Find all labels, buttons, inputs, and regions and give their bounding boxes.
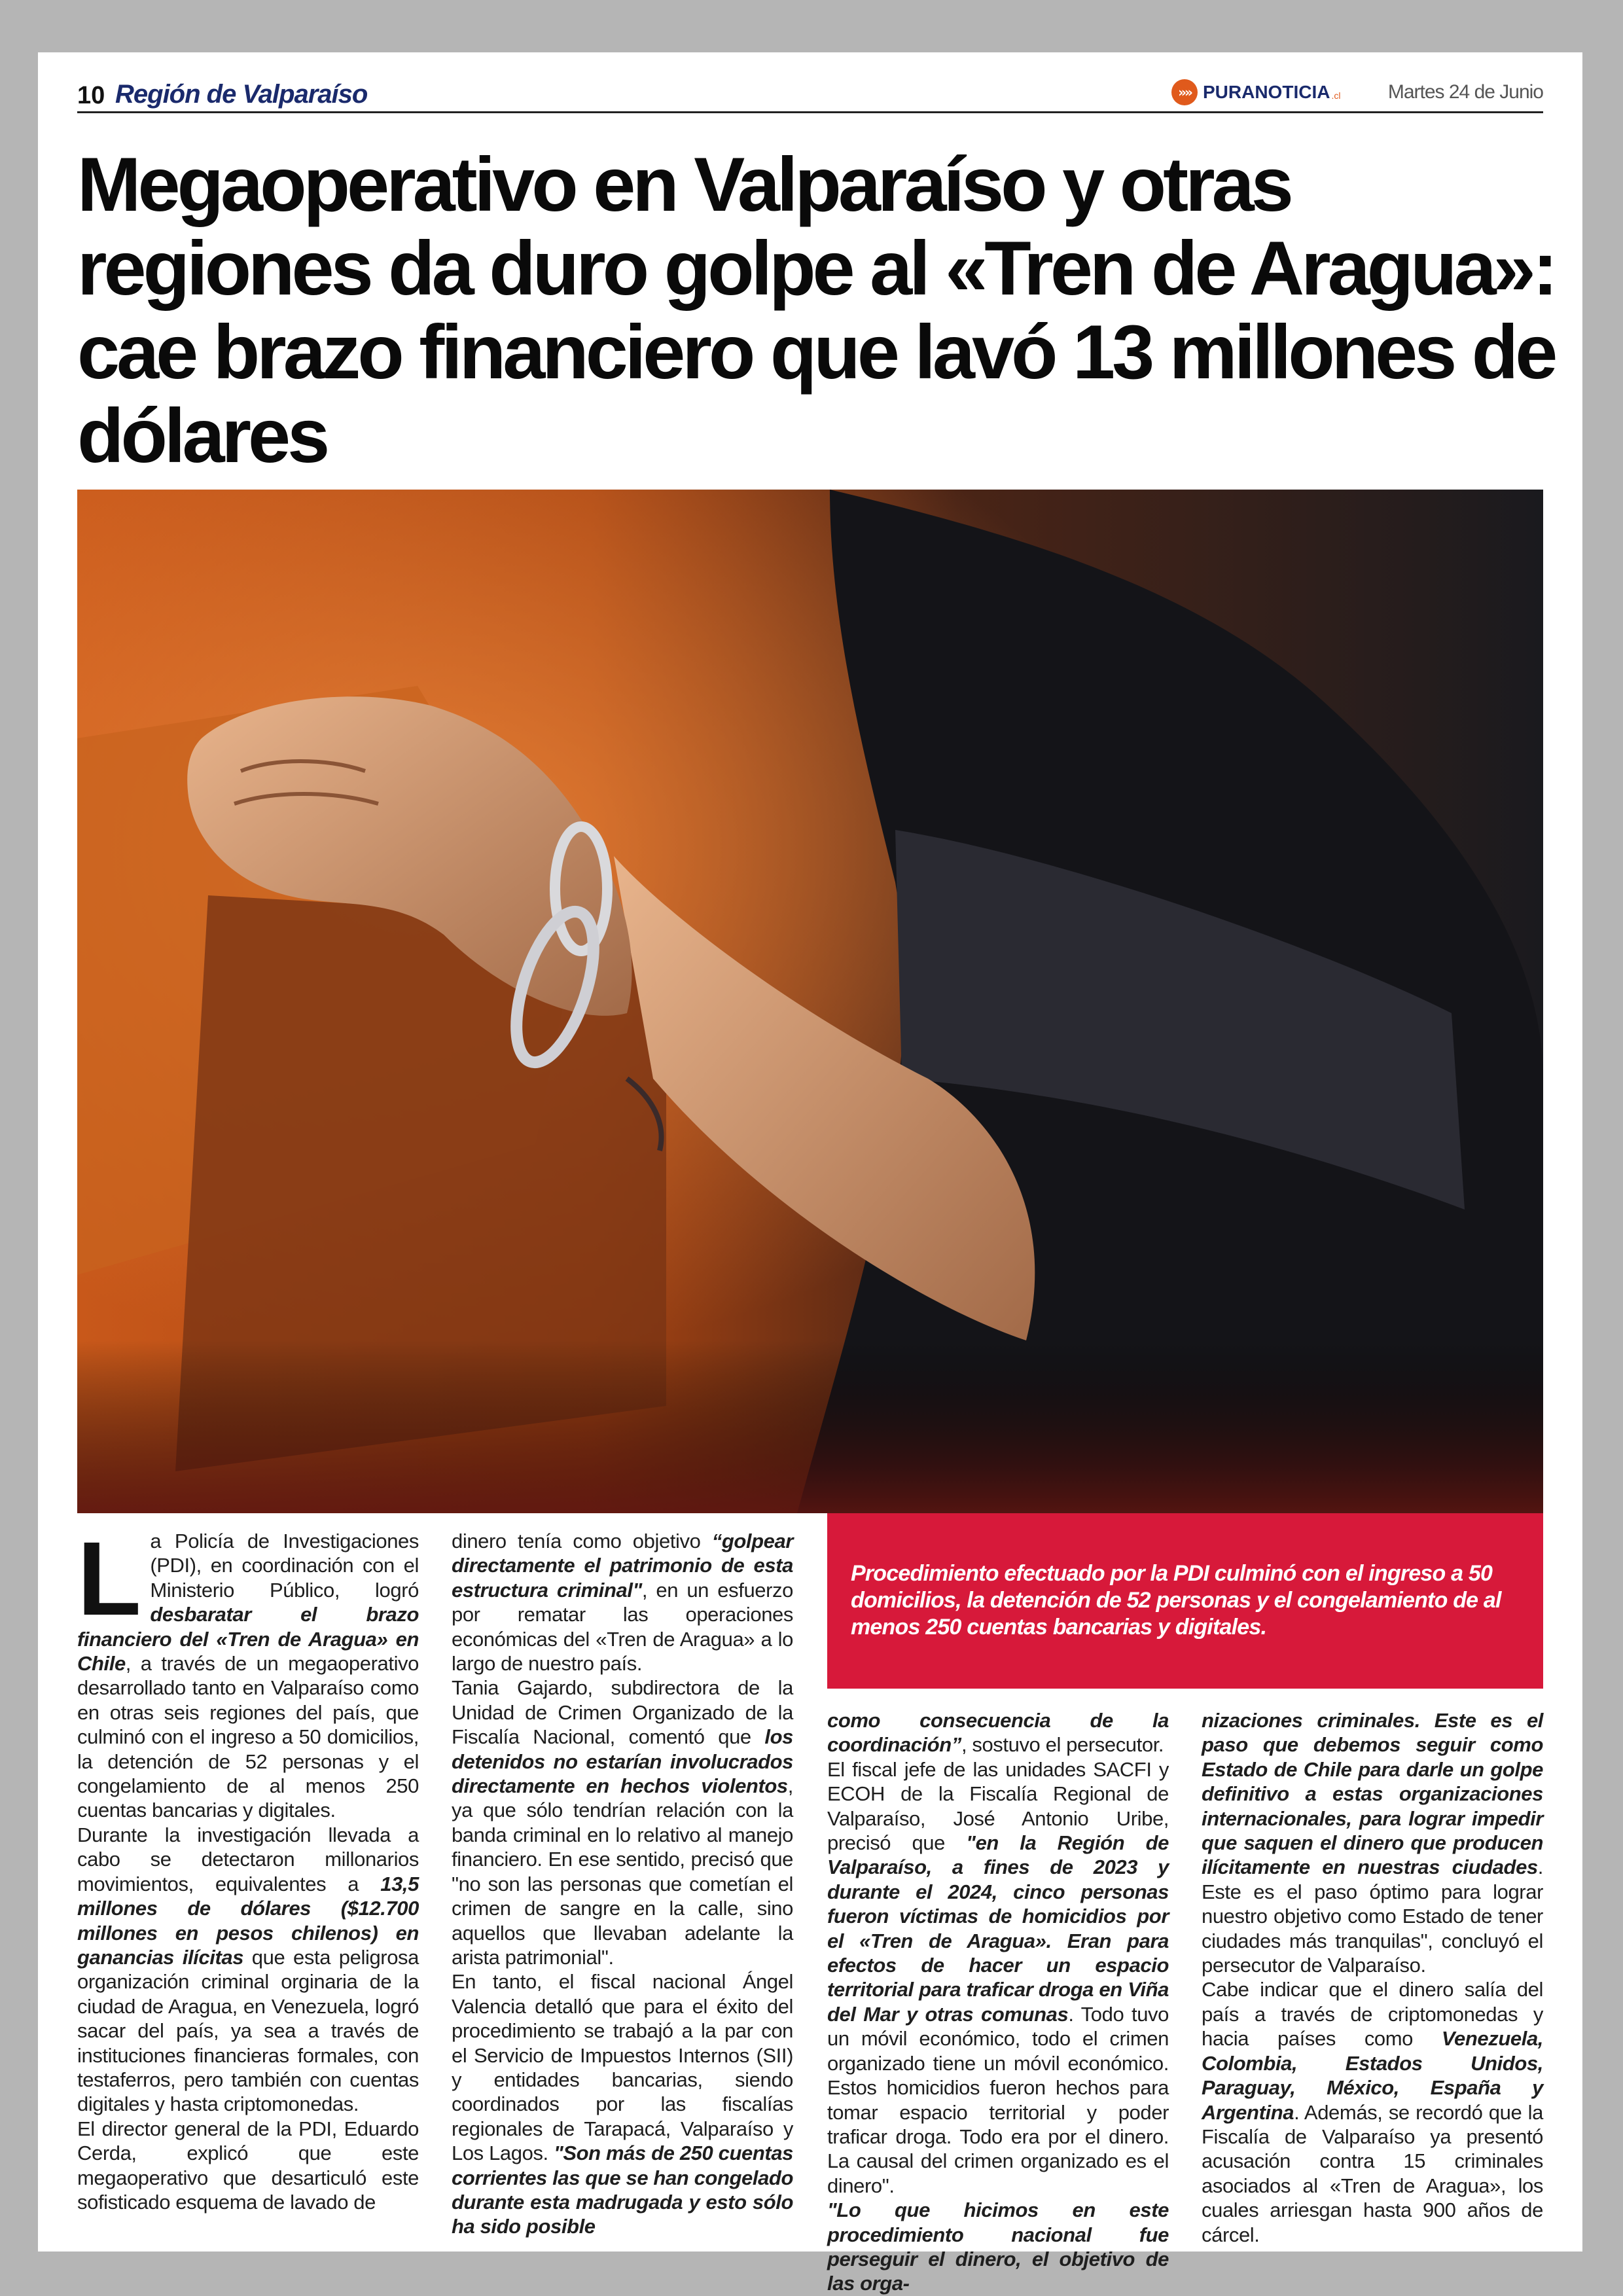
paragraph: Tania Gajardo, subdirectora de la Unidad de Crimen Organizado de la Fiscalía Nacional, comentó que los detenidos no estarían involucrados directamente en hechos violentos, ya que sólo tendrían relación con la banda criminal en lo relativo al manejo financiero. En ese sentido, precisó que "no son las personas que cometían el crimen de sangre en la calle, sino aquellos que llevaban adelante la arista patrimonial". bbox=[452, 1676, 793, 1969]
paragraph: dinero tenía como objetivo “golpear directamente el patrimonio de esta estructura criminal", en un esfuerzo por rematar las operaciones económicas del «Tren de Aragua» a lo largo de nuestro país. bbox=[452, 1530, 793, 1676]
article-column-2 bbox=[452, 1529, 793, 2239]
section-title: Región de Valparaíso bbox=[115, 80, 368, 109]
article-photo bbox=[77, 490, 1543, 1513]
newspaper-page bbox=[38, 52, 1582, 2295]
article-column-1 bbox=[77, 1520, 419, 2214]
paragraph: Durante la investigación llevada a cabo se detectaron millonarios movimientos, equivalentes a 13,5 millones de dólares ($12.700 millones en pesos chilenos) en ganancias ilícitas que esta peligrosa organización criminal orginaria de la ciudad de Aragua, en Venezuela, logró sacar del país, ya sea a través de instituciones financieras formales, con testaferros, pero también con cuentas digitales y hasta criptomonedas. bbox=[77, 1823, 419, 2116]
brand-suffix: .cl bbox=[1331, 90, 1341, 101]
header-divider bbox=[77, 111, 1543, 113]
brand-logo-icon: »» bbox=[1171, 79, 1198, 105]
article-column-3 bbox=[827, 1708, 1169, 2296]
paragraph: El director general de la PDI, Eduardo Cerda, explicó que este megaoperativo que desarticuló este sofisticado esquema de lavado de bbox=[77, 2117, 419, 2214]
paragraph: "Lo que hicimos en este procedimiento nacional fue perseguir el dinero, el objetivo de las orga- bbox=[827, 2198, 1169, 2295]
paragraph: El fiscal jefe de las unidades SACFI y ECOH de la Fiscalía Regional de Valparaíso, José Antonio Uribe, precisó que "en la Región de Valparaíso, a fines de 2023 y durante el 2024, cinco personas fueron víctimas de homicidios por el «Tren de Aragua». Eran para efectos de hacer un espacio territorial para traficar droga en Viña del Mar y otras comunas. Todo tuvo un móvil económico, todo el crimen organizado tiene un móvil económico. Estos homicidios fueron hechos para tomar espacio territorial y poder traficar droga. Todo era por el dinero. La causal del crimen organizado es el dinero". bbox=[827, 1757, 1169, 2197]
paragraph: En tanto, el fiscal nacional Ángel Valencia detalló que para el éxito del procedimiento se trabajó a la par con el Servicio de Impuestos Internos (SII) y entidades bancarias, siendo coordinados por las fiscalías regionales de Tarapacá, Valparaíso y Los Lagos. "Son más de 250 cuentas corrientes las que se han congelado durante esta madrugada y esto sólo ha sido posible bbox=[452, 1970, 793, 2238]
brand bbox=[1171, 77, 1340, 107]
issue-date: Martes 24 de Junio bbox=[1387, 81, 1543, 103]
handcuffed-hands-photo bbox=[77, 490, 1543, 1513]
headline: Megaoperativo en Valparaíso y otras regiones da duro golpe al «Tren de Aragua»: cae brazo financiero que lavó 13 millones de dólares bbox=[77, 141, 1555, 478]
paragraph: Cabe indicar que el dinero salía del país a través de criptomonedas y hacia países como Venezuela, Colombia, Estados Unidos, Paraguay, México, España y Argentina. Además, se recordó que la Fiscalía de Valparaíso ya presentó acusación contra 15 criminales asociados al «Tren de Aragua», los cuales arriesgan hasta 900 años de cárcel. bbox=[1202, 1978, 1543, 2246]
page-number: 10 bbox=[77, 82, 105, 109]
pull-quote-box bbox=[827, 1513, 1543, 1689]
pull-quote-text: Procedimiento efectuado por la PDI culminó con el ingreso a 50 domicilios, la detención de 52 personas y el congelamiento de al menos 250 cuentas bancarias y digitales. bbox=[851, 1561, 1501, 1640]
article-column-4 bbox=[1202, 1708, 1543, 2247]
brand-name: PURANOTICIA bbox=[1203, 82, 1330, 102]
drop-cap: L bbox=[77, 1520, 141, 1637]
paragraph: nizaciones criminales. Este es el paso que debemos seguir como Estado de Chile para darle un golpe definitivo a estas organizaciones internacionales, para lograr impedir que saquen el dinero que producen ilícitamente en nuestras ciudades. Este es el paso óptimo para lograr nuestro objetivo como Estado de tener ciudades más tranquilas", concluyó el persecutor de Valparaíso. bbox=[1202, 1709, 1543, 1977]
paragraph: como consecuencia de la coordinación”, sostuvo el persecutor. bbox=[827, 1709, 1169, 1757]
paragraph: La Policía de Investigaciones (PDI), en coordinación con el Ministerio Público, logró desbaratar el brazo financiero del «Tren de Aragua» en Chile, a través de un megaoperativo desarrollado tanto en Valparaíso como en otras seis regiones del país, que culminó con el ingreso a 50 domicilios, la detención de 52 personas y el congelamiento de al menos 250 cuentas bancarias y digitales. bbox=[77, 1520, 419, 1822]
